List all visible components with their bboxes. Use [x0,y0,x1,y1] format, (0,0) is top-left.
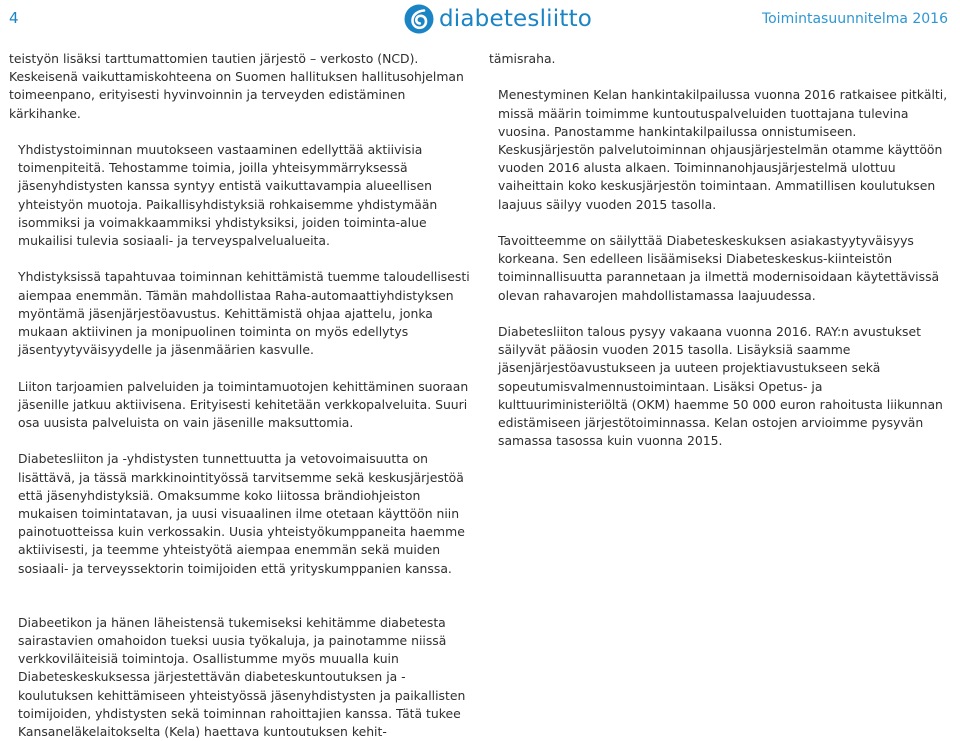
page-number: 4 [9,9,19,27]
paragraph: tämisraha. [489,51,556,66]
paragraph: Liiton tarjoamien palveluiden ja toimintamuotojen kehittäminen suoraan jäsenille jatkuu aktiivisena. Erityisesti kehitetään verkkopalveluita. Suuri osa uusista palveluista on vain jäsenille maksuttomia. [18,378,469,431]
brand-logo [404,3,592,35]
paragraph: Diabetesliiton talous pysyy vakaana vuonna 2016. RAY:n avustukset säilyvät pääosin vuoden 2015 tasolla. Lisäyksiä saamme jäsenjärjestöavustukseen ja uuteen projektiavustukseen sekä sopeutumisvalmennustoimintaan. Lisäksi Opetus- ja kulttuuriministeriöltä (OKM) haemme 50 000 euron rahoitusta liikunnan edistämiseen järjestötoiminnassa. Kelan ostojen arvioimme pysyvän samassa tasossa kuin vuonna 2015. [498,324,943,449]
paragraph: Diabeetikon ja hänen läheistensä tukemiseksi kehitämme diabetesta sairastavien omahoidon tueksi uusia työkaluja, ja painotamme niissä verkkoviläiteisiä toimintoja. Osallistumme myös muualla kuin Diabeteskeskuksessa järjestettävän diabeteskuntoutuksen ja -koulutuksen kehittämiseen yhteistyössä jäsenyhdistysten ja paikallisten toimijoiden, yhdistysten sekä toiminnan rahoittajien kanssa. Tätä tukee Kansaneläkelaitokselta (Kela) haettava kuntoutuksen kehit- [18,614,466,740]
paragraph: Tavoitteemme on säilyttää Diabeteskeskuksen asiakastyytyväisyys korkeana. Sen edelleen lisäämiseksi Diabeteskeskus-kiinteistön toiminnallisuutta parannetaan ja ilmettä modernisoidaan käytettävissä olevan rahavarojen mahdollistamassa laajuudessa. [498,233,940,303]
left-column [9,50,471,741]
logo-wordmark: diabetesliitto [439,6,593,32]
paragraph: Menestyminen Kelan hankintakilpailussa vuonna 2016 ratkaisee pitkälti, missä määrin toimimme kuntoutuspalveluiden tuottajana tulevina vuosina. Panostamme hankintakilpailussa onnistumiseen. Keskusjärjestön palvelutoiminnan ohjausjärjestelmän otamme käyttöön vuoden 2016 alusta alkaen. Toiminnanohjausjärjestelmä ulottuu vaiheittain koko keskusjärjestön toimintaan. Ammatillisen koulutuksen laajuus säilyy vuoden 2015 tasolla. [498,87,948,212]
document-title: Toimintasuunnitelma 2016 [761,11,948,27]
paragraph: teistyön lisäksi tarttumattomien tautien järjestö – verkosto (NCD). Keskeisenä vaikuttamiskohteena on Suomen hallituksen hallitusohjelman toimeenpano, erityisesti hyvinvoinnin ja terveyden edistäminen kärkihanke. [9,51,464,121]
paragraph: Diabetesliiton ja -yhdistysten tunnettuutta ja vetovoimaisuutta on lisättävä, ja tässä markkinointityössä tarvitsemme sekä keskusjärjestöä että jäsenyhdistyksiä. Omaksumme koko liitossa brändiohjeiston mukaisen toimintatavan, ja uusi visuaalinen ilme otetaan käyttöön niin painotuotteissa kuin verkossakin. Uusia yhteistyökumppaneita haemme aktiivisesti, ja teemme yhteistyötä aiempaa enemmän sekä muiden sosiaali- ja terveyssektorin toimijoiden että yrityskumppanien kanssa. [18,451,465,576]
page-header [0,0,960,40]
diabetesliitto-logo-icon [404,4,434,34]
paragraph: Yhdistyksissä tapahtuvaa toiminnan kehittämistä tuemme taloudellisesti aiempaa enemmän. Tämän mahdollistaa Raha-automaattiyhdistyksen myöntämä jäsenjärjestöavustus. Kehittämistä ohjaa ajattelu, jonka mukaan aktiivinen ja monipuolinen toiminta on myös edellytys jäsentyytyväisyydelle ja jäsenmäärien kasvulle. [18,269,470,358]
paragraph: Yhdistystoiminnan muutokseen vastaaminen edellyttää aktiivisia toimenpiteitä. Tehostamme toimia, joilla yhteisymmärryksessä jäsenyhdistysten kanssa syntyy entistä vaikuttavampia alueellisen yhteistyön muotoja. Paikallisyhdistyksiä rohkaisemme yhdistymään isommiksi ja voimakkaammiksi yhdistyksiksi, joiden toiminta-alue mukailisi tulevia sosiaali- ja terveyspalvelualueita. [18,142,438,249]
right-column [489,50,951,450]
